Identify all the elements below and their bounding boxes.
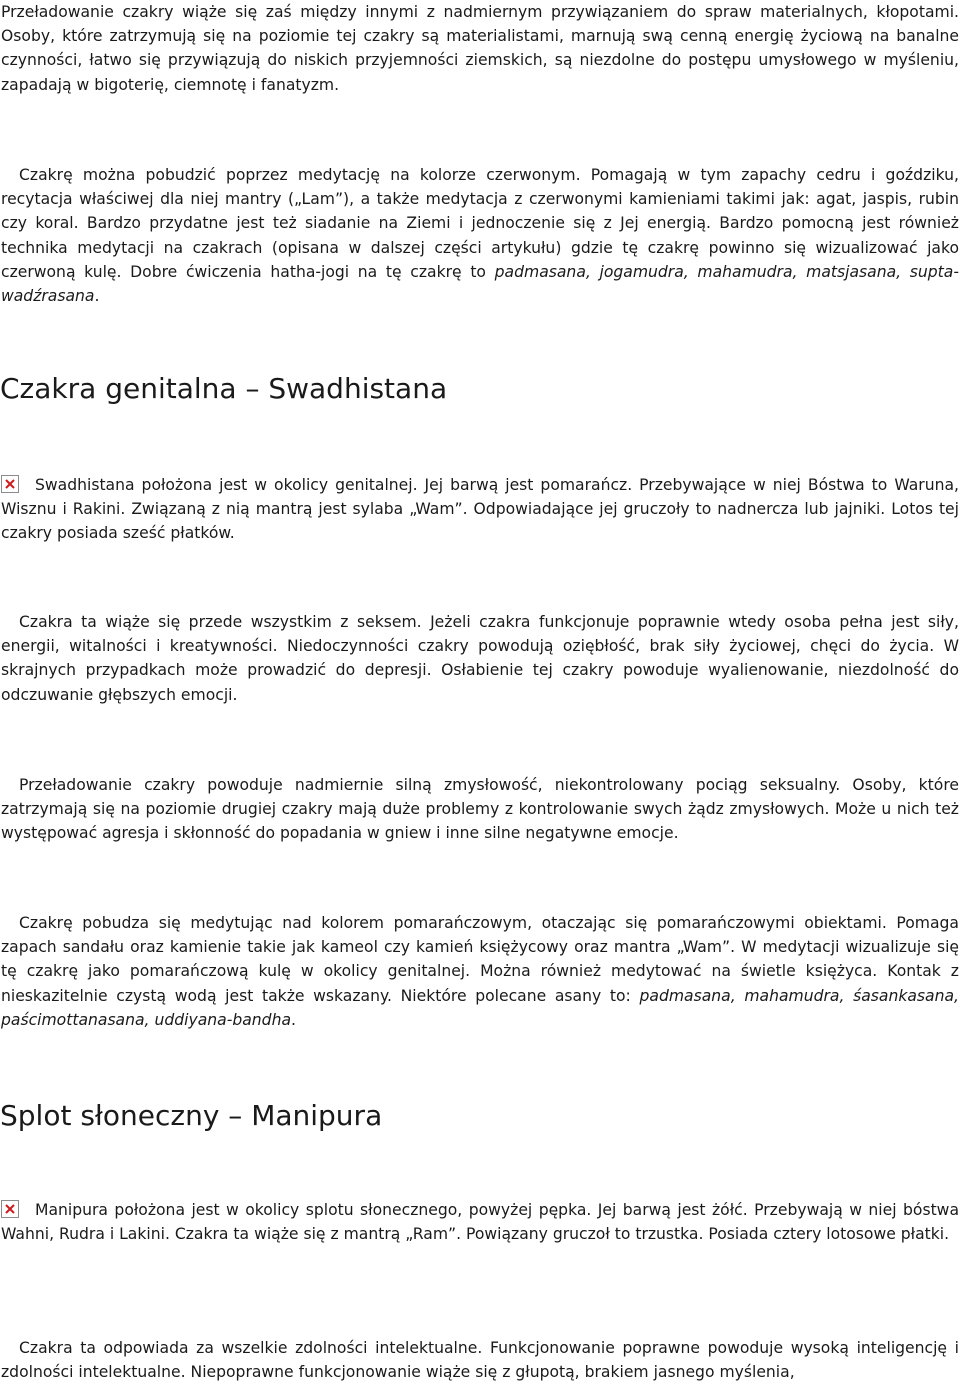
swadhistana-paragraph-stimulation-text: Czakrę pobudza się medytując nad kolorem pomarańczowym, otaczając się pomarańczowymi obiektami. Pomaga zapach sandału oraz kamienie takie jak kameol czy kamień księżycowy oraz mantra „Wam”. W medytacji wizualizuje się tę czakrę jako pomarańczową kulę w okolicy genitalnej. Można również medytować na świetle księżyca. Kontak z nieskazitelnie czystą wodą jest także wskazany. Niektóre polecane asany to: [1,914,959,1005]
intro-paragraph-overload-text: Przeładowanie czakry wiąże się zaś między innymi z nadmiernym przywiązaniem do spraw materialnych, kłopotami. Osoby, które zatrzymują się na poziomie tej czakry są materialistami, marnują swą cenną energię życiową na banalne czynności, łatwo się przywiązują do niskich przyjemności ziemskich, są niezdolne do postępu umysłowego w myśleniu, zapadają w bigoterię, ciemnotę i fanatyzm. [1,3,959,94]
intro-paragraph-stimulation-text: Czakrę można pobudzić poprzez medytację na kolorze czerwonym. Pomagają w tym zapachy cedru i goździku, recytacja właściwej dla niej mantry („Lam”), a także medytacja z czerwonymi kamieniami takimi jak: agat, jaspis, rubin czy koral. Bardzo przydatne jest też siadanie na Ziemi i jednoczenie się z Jej energią. Bardzo pomocną jest również technika medytacji na czakrach (opisana w dalszej części artykułu) gdzie tę czakrę powinno się wizualizować jako czerwoną kulę. Dobre ćwiczenia hatha-jogi na tę czakrę to [1,166,959,281]
swadhistana-paragraph-location-text: Swadhistana położona jest w okolicy genitalnej. Jej barwą jest pomarańcz. Przebywające w niej Bóstwa to Waruna, Wisznu i Rakini. Związaną z nią mantrą jest sylaba „Wam”. Odpowiadające jej gruczoły to nadnercza lub jajniki. Lotos tej czakry posiada sześć płatków. [1,476,959,543]
broken-image-icon [1,1200,19,1218]
intro-paragraph-stimulation [0,163,960,308]
asana-list: padmasana, jogamudra, mahamudra, matsjasana, supta-wadźrasana [1,262,959,306]
section-heading-manipura: Splot słoneczny – Manipura [0,1099,383,1132]
manipura-paragraph-location [0,1198,960,1246]
swadhistana-paragraph-overload-text: Przeładowanie czakry powoduje nadmiernie silną zmysłowość, niekontrolowany pociąg seksualny. Osoby, które zatrzymają się na poziomie drugiej czakry mają duże problemy z kontrolowanie swych żądz zmysłowych. Może u nich też występować agresja i skłonność do popadania w gniew i inne silne negatywne emocje. [1,776,959,843]
swadhistana-paragraph-sexuality [0,610,960,707]
broken-image-icon [1,475,19,493]
swadhistana-paragraph-overload [0,773,960,846]
manipura-paragraph-intellect-text: Czakra ta odpowiada za wszelkie zdolności intelektualne. Funkcjonowanie poprawne powoduje wysoką inteligencję i zdolności intelektualne. Niepoprawne funkcjonowanie wiąże się z głupotą, brakiem jasnego myślenia, [1,1339,959,1382]
manipura-paragraph-intellect [0,1336,960,1384]
swadhistana-paragraph-location [0,473,960,546]
sentence-end: . [94,287,100,306]
swadhistana-paragraph-stimulation [0,911,960,1032]
asana-list: padmasana, mahamudra, śasankasana, paścimottanasana, uddiyana-bandha [1,986,959,1029]
manipura-paragraph-location-text: Manipura położona jest w okolicy splotu słonecznego, powyżej pępka. Jej barwą jest żółć. Przebywają w niej bóstwa Wahni, Rudra i Lakini. Czakra ta wiąże się z mantrą „Ram”. Powiązany gruczoł to trzustka. Posiada cztery lotosowe płatki. [1,1201,959,1244]
swadhistana-paragraph-sexuality-text: Czakra ta wiąże się przede wszystkim z seksem. Jeżeli czakra funkcjonuje poprawnie wtedy osoba pełna jest siły, energii, witalności i kreatywności. Niedoczynności czakry powodują oziębłość, brak siły życiowej, chęci do życia. W skrajnych przypadkach może prowadzić do depresji. Osłabienie tej czakry powoduje wyalienowanie, niezdolność do odczuwanie głębszych emocji. [1,613,959,704]
sentence-end: . [291,1010,296,1029]
section-heading-swadhistana: Czakra genitalna – Swadhistana [0,372,448,405]
intro-paragraph-overload [0,0,960,97]
